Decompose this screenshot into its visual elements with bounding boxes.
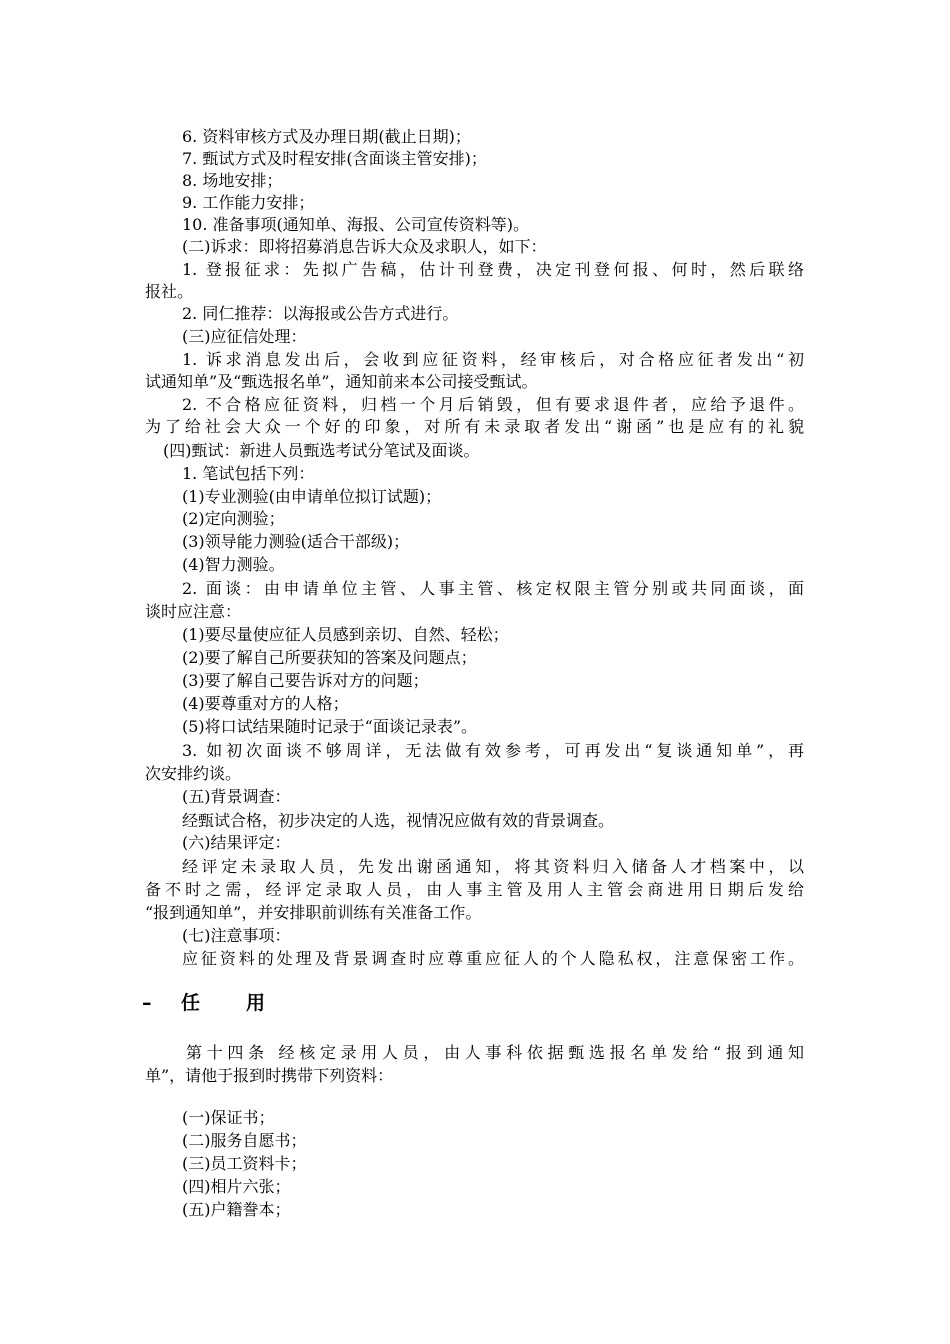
paragraph-line: 经评定未录取人员，先发出谢函通知，将其资料归入储备人才档案中，以 xyxy=(182,857,804,876)
paragraph-line: 为了给社会大众一个好的印象，对所有未录取者发出“谢函”也是应有的礼貌 xyxy=(145,417,804,436)
paragraph-line: (3)要了解自己要告诉对方的问题； xyxy=(182,671,429,690)
paragraph-line: 2. 不合格应征资料，归档一个月后销毁，但有要求退件者，应给予退件。 xyxy=(182,395,804,414)
paragraph-line: 经甄试合格，初步决定的人选，视情况应做有效的背景调查。 xyxy=(182,811,615,830)
paragraph-line: 次安排约谈。 xyxy=(145,764,242,783)
document-list-item: (三)员工资料卡； xyxy=(182,1154,307,1173)
article-line: 单”，请他于报到时携带下列资料： xyxy=(145,1066,394,1085)
paragraph-line: 2. 面谈：由申请单位主管、人事主管、核定权限主管分别或共同面谈，面 xyxy=(182,579,804,598)
paragraph-line: 8. 场地安排； xyxy=(182,171,283,190)
paragraph-line: (1)要尽量使应征人员感到亲切、自然、轻松； xyxy=(182,625,509,644)
document-list-item: (五)户籍誊本； xyxy=(182,1200,291,1219)
paragraph-line: 10. 准备事项(通知单、海报、公司宣传资料等)。 xyxy=(182,215,530,234)
paragraph-line: (2)定向测验； xyxy=(182,509,285,528)
heading-char: 任 xyxy=(181,992,201,1014)
paragraph-line: (4)智力测验。 xyxy=(182,555,285,574)
paragraph-line: (二)诉求：即将招募消息告诉大众及求职人，如下： xyxy=(182,237,547,256)
paragraph-line: 3. 如初次面谈不够周详，无法做有效参考，可再发出“复谈通知单”，再 xyxy=(182,741,804,760)
paragraph-line: 备不时之需，经评定录取人员，由人事主管及用人主管会商进用日期后发给 xyxy=(145,880,804,899)
heading-dash: – xyxy=(142,992,152,1014)
document-list-item: (四)相片六张； xyxy=(182,1177,291,1196)
paragraph-line: (1)专业测验(由申请单位拟订试题)； xyxy=(182,487,442,506)
paragraph-line: 9. 工作能力安排； xyxy=(182,193,315,212)
paragraph-line: 7. 甄试方式及时程安排(含面谈主管安排)； xyxy=(182,149,487,168)
paragraph-line: (5)将口试结果随时记录于“面谈记录表”。 xyxy=(182,717,478,736)
paragraph-line: (3)领导能力测验(适合干部级)； xyxy=(182,532,410,551)
paragraph-line: 应征资料的处理及背景调查时应尊重应征人的个人隐私权，注意保密工作。 xyxy=(182,949,804,968)
document-list-item: (一)保证书； xyxy=(182,1108,275,1127)
paragraph-line: 2. 同仁推荐：以海报或公告方式进行。 xyxy=(182,304,459,323)
paragraph-line: 试通知单”及“甄选报名单”，通知前来本公司接受甄试。 xyxy=(145,372,538,391)
paragraph-line: 谈时应注意： xyxy=(145,602,242,621)
paragraph-line: (七)注意事项： xyxy=(182,926,291,945)
paragraph-line: (五)背景调查： xyxy=(182,787,291,806)
heading-char: 用 xyxy=(246,992,266,1014)
paragraph-line: (4)要尊重对方的人格； xyxy=(182,694,349,713)
article-line: 第十四条 经核定录用人员，由人事科依据甄选报名单发给“报到通知 xyxy=(186,1043,804,1062)
paragraph-line: (三)应征信处理： xyxy=(182,327,307,346)
document-list-item: (二)服务自愿书； xyxy=(182,1131,307,1150)
paragraph-line: 报社。 xyxy=(145,282,194,301)
paragraph-line: 1. 笔试包括下列： xyxy=(182,464,315,483)
paragraph-line: 6. 资料审核方式及办理日期(截止日期)； xyxy=(182,127,471,146)
paragraph-line: 1. 诉求消息发出后，会收到应征资料，经审核后，对合格应征者发出“初 xyxy=(182,350,804,369)
paragraph-line: (六)结果评定： xyxy=(182,833,291,852)
paragraph-line: “报到通知单”，并安排职前训练有关准备工作。 xyxy=(145,903,482,922)
paragraph-line: (2)要了解自己所要获知的答案及问题点； xyxy=(182,648,477,667)
paragraph-line: (四)甄试：新进人员甄选考试分笔试及面谈。 xyxy=(163,441,480,460)
paragraph-line: 1. 登报征求：先拟广告稿，估计刊登费，决定刊登何报、何时，然后联络 xyxy=(182,260,804,279)
